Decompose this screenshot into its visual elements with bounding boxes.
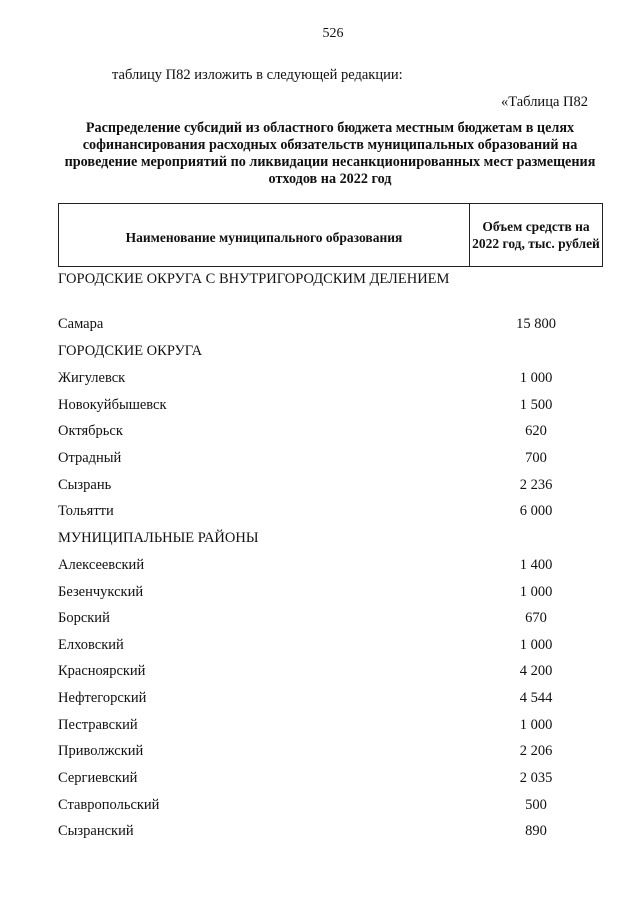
subsidy-amount: 1 000	[519, 370, 553, 386]
table-row	[58, 797, 603, 814]
section-heading: ГОРОДСКИЕ ОКРУГА	[58, 343, 203, 359]
subsidy-amount: 2 206	[519, 743, 553, 759]
subsidy-amount: 15 800	[516, 316, 556, 332]
municipality-name: Алексеевский	[58, 557, 145, 573]
table-row	[58, 610, 603, 627]
section-heading: ГОРОДСКИЕ ОКРУГА С ВНУТРИГОРОДСКИМ ДЕЛЕНИЕМ	[58, 271, 450, 287]
subsidy-amount: 1 000	[519, 637, 553, 653]
subsidy-amount: 700	[525, 450, 547, 466]
table-row	[58, 316, 603, 333]
subsidy-amount: 500	[525, 797, 547, 813]
subsidy-amount: 1 000	[519, 717, 553, 733]
column-header-name: Наименование муниципального образования	[59, 204, 470, 266]
subsidy-amount: 890	[525, 823, 547, 839]
municipality-name: Нефтегорский	[58, 690, 147, 706]
table-row	[58, 743, 603, 760]
intro-text: таблицу П82 изложить в следующей редакции:	[112, 67, 403, 83]
municipality-name: Сергиевский	[58, 770, 138, 786]
municipality-name: Елховский	[58, 637, 124, 653]
subsidy-amount: 1 500	[519, 397, 553, 413]
page-number: 526	[322, 26, 344, 41]
municipality-name: Безенчукский	[58, 584, 144, 600]
table-row	[58, 397, 603, 414]
table-row	[58, 690, 603, 707]
document-title: Распределение субсидий из областного бюджета местным бюджетам в целях софинансирования расходных обязательств муниципальных образований на проведение мероприятий по ликвидации несанкционированных мест размещения отходов на 2022 год	[64, 120, 596, 187]
table-section-row	[58, 530, 603, 547]
subsidy-amount: 1 400	[519, 557, 553, 573]
subsidy-amount: 670	[525, 610, 547, 626]
table-row	[58, 370, 603, 387]
table-row	[58, 557, 603, 574]
municipality-name: Борский	[58, 610, 110, 626]
table-section-row	[58, 271, 603, 288]
table-row	[58, 823, 603, 840]
municipality-name: Сызрань	[58, 477, 112, 493]
table-row	[58, 637, 603, 654]
table-row	[58, 663, 603, 680]
municipality-name: Приволжский	[58, 743, 144, 759]
subsidy-amount: 2 035	[519, 770, 553, 786]
municipality-name: Сызранский	[58, 823, 134, 839]
municipality-name: Октябрьск	[58, 423, 123, 439]
subsidy-amount: 2 236	[519, 477, 553, 493]
table-reference: «Таблица П82	[501, 94, 588, 110]
table-row	[58, 770, 603, 787]
municipality-name: Жигулевск	[58, 370, 126, 386]
table-row	[58, 423, 603, 440]
table-row	[58, 477, 603, 494]
subsidy-amount: 4 200	[519, 663, 553, 679]
subsidy-amount: 6 000	[519, 503, 553, 519]
table-row	[58, 503, 603, 520]
municipality-name: Отрадный	[58, 450, 122, 466]
subsidy-amount: 4 544	[519, 690, 553, 706]
municipality-name: Тольятти	[58, 503, 114, 519]
table-row	[58, 584, 603, 601]
municipality-name: Новокуйбышевск	[58, 397, 167, 413]
table-row	[58, 450, 603, 467]
municipality-name: Самара	[58, 316, 104, 332]
municipality-name: Красноярский	[58, 663, 146, 679]
municipality-name: Ставропольский	[58, 797, 160, 813]
subsidy-amount: 620	[525, 423, 547, 439]
table-section-row	[58, 343, 603, 360]
column-header-volume: Объем средств на 2022 год, тыс. рублей	[472, 219, 600, 251]
table-row	[58, 717, 603, 734]
section-heading: МУНИЦИПАЛЬНЫЕ РАЙОНЫ	[58, 530, 259, 546]
table-header	[58, 203, 603, 267]
municipality-name: Пестравский	[58, 717, 138, 733]
subsidy-amount: 1 000	[519, 584, 553, 600]
